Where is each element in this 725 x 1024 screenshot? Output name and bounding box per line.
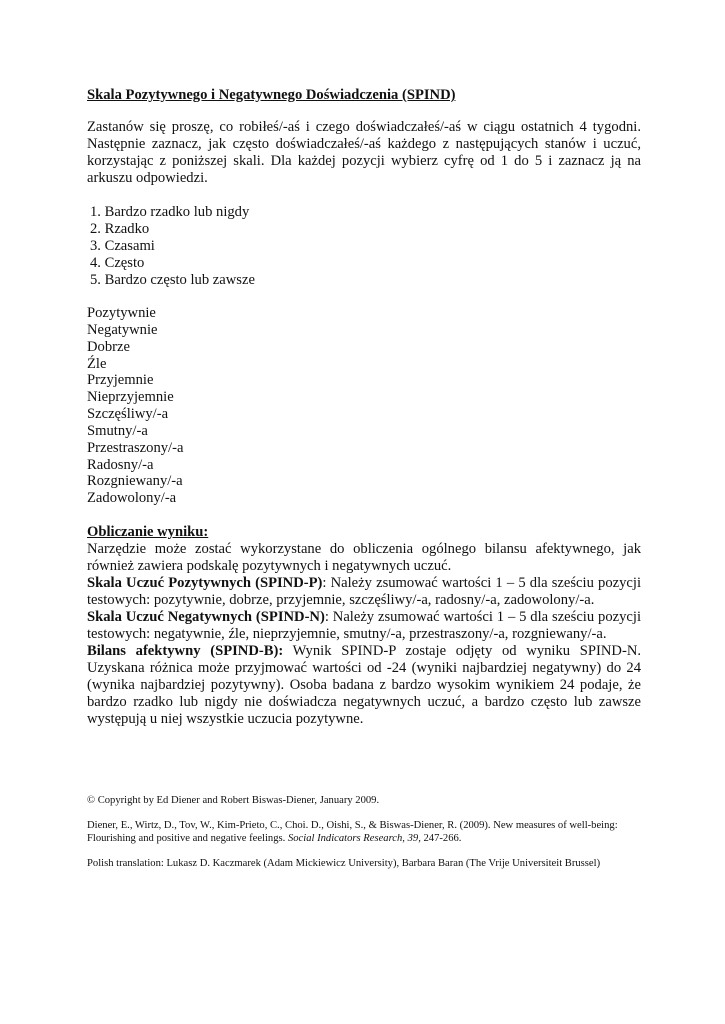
negative-scale-label: Skala Uczuć Negatywnych (SPIND-N): [87, 609, 325, 626]
positive-scale-text: : Należy zsumować wartości 1 – 5 dla sześciu pozycji testowych: pozytywnie, dobrze, przyjemnie, szczęśliwy/-a, radosny/-a, zadowolony/-a.: [87, 575, 641, 609]
scale-option: 2. Rzadko: [90, 221, 150, 237]
feeling-item: Zadowolony/-a: [87, 490, 177, 507]
negative-scale-paragraph: [87, 609, 641, 643]
feeling-item: Pozytywnie: [87, 305, 156, 321]
copyright-notice: © Copyright by Ed Diener and Robert Biswas-Diener, January 2009.: [87, 795, 380, 806]
instructions-paragraph: Zastanów się proszę, co robiłeś/-aś i czego doświadczałeś/-aś w ciągu ostatnich 4 tygodni. Następnie zaznacz, jak często doświadczałeś/-aś każdego z następujących stanów i uczuć, korzystając z poniższej skali. Dla każdej pozycji wybierz cyfrę od 1 do 5 i zaznacz ją na arkuszu odpowiedzi.: [87, 119, 641, 186]
feeling-item: Rozgniewany/-a: [87, 473, 183, 490]
positive-scale-label: Skala Uczuć Pozytywnych (SPIND-P): [87, 575, 323, 592]
scale-option: 3. Czasami: [90, 238, 155, 254]
scale-option: 1. Bardzo rzadko lub nigdy: [90, 204, 250, 220]
feeling-item: Szczęśliwy/-a: [87, 406, 169, 423]
citation: [87, 819, 641, 845]
feeling-item: Negatywnie: [87, 321, 158, 338]
feeling-item: Smutny/-a: [87, 422, 148, 439]
positive-scale-paragraph: [87, 575, 641, 609]
scale-option: 5. Bardzo często lub zawsze: [90, 272, 255, 288]
feeling-items-list: [87, 305, 641, 507]
citation-pages: 247-266.: [420, 833, 462, 844]
balance-paragraph: [87, 643, 641, 728]
scale-option: 4. Często: [90, 255, 145, 271]
feeling-item: Radosny/-a: [87, 456, 154, 473]
balance-label: Bilans afektywny (SPIND-B):: [87, 643, 284, 660]
feeling-item: Przyjemnie: [87, 372, 154, 389]
scoring-intro: Narzędzie może zostać wykorzystane do obliczenia ogólnego bilansu afektywnego, jak również zawiera podskalę pozytywnych i negatywnych uczuć.: [87, 541, 641, 575]
document-title: Skala Pozytywnego i Negatywnego Doświadczenia (SPIND): [87, 87, 456, 103]
feeling-item: Dobrze: [87, 338, 130, 355]
feeling-item: Nieprzyjemnie: [87, 389, 174, 406]
feeling-item: Przestraszony/-a: [87, 439, 184, 456]
citation-journal: Social Indicators Research, 39,: [287, 833, 421, 844]
feeling-item: Źle: [87, 355, 107, 372]
citation-authors: Diener, E., Wirtz, D., Tov, W., Kim-Prieto, C., Choi. D., Oishi, S., & Biswas-Diener, R. (2009). New measures of well-being: Flourishing and positive and negative feelings.: [87, 820, 618, 844]
negative-scale-text: : Należy zsumować wartości 1 – 5 dla sześciu pozycji testowych: negatywnie, źle, nieprzyjemnie, smutny/-a, przestraszony/-a, rozgniewany/-a.: [87, 609, 641, 643]
footer: [87, 794, 641, 882]
balance-text: Wynik SPIND-P zostaje odjęty od wyniku SPIND-N. Uzyskana różnica może przyjmować wartości od -24 (wyniki najbardziej negatywny) do 24 (wynika najbardziej pozytywny). Osoba badana z bardzo wysokim wynikiem 24 podaje, że bardzo rzadko lub nigdy nie doświadcza negatywnych uczuć, a bardzo często lub zawsze występują u niej wszystkie uczucia pozytywne.: [87, 643, 642, 728]
response-scale: [87, 204, 641, 289]
translation-credit: Polish translation: Lukasz D. Kaczmarek (Adam Mickiewicz University), Barbara Baran (The Vrije Universiteit Brussel): [87, 858, 601, 869]
scoring-heading: Obliczanie wyniku:: [87, 524, 209, 541]
